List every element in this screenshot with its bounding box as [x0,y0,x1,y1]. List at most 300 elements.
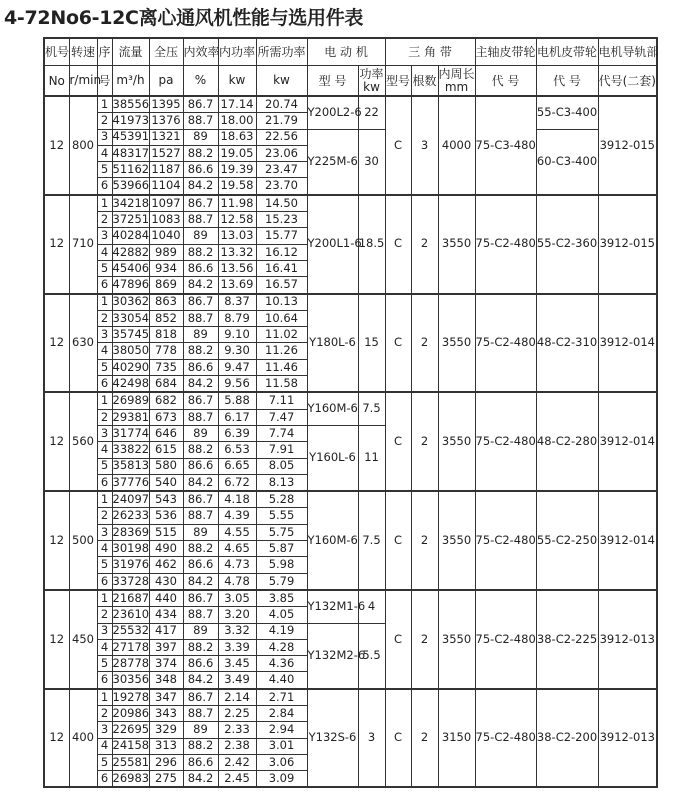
page-title: 4-72No6-12C离心通风机性能与选用件表 [4,7,364,29]
efficiency-cell: 86.6 [183,162,218,178]
required-power-cell: 16.41 [256,260,307,276]
flow-cell: 30198 [112,540,150,555]
machine-no-cell: 12 [44,294,69,393]
seq-cell: 3 [97,129,112,145]
flow-cell: 34218 [112,195,150,210]
efficiency-cell: 88.7 [183,212,218,228]
pressure-cell: 490 [149,541,183,557]
table-row [44,96,657,113]
required-power-cell: 23.06 [256,145,307,161]
main-pulley-cell: 75-C2-480 [475,392,536,491]
speed-cell: 500 [69,491,97,590]
pressure-cell: 989 [149,244,183,260]
required-power-cell: 15.77 [256,228,307,244]
motor-pulley-cell: 55-C2-360 [536,195,598,294]
flow-cell: 26233 [112,508,150,523]
internal-power-cell: 9.56 [218,376,256,393]
required-power-cell: 4.19 [256,623,307,639]
seq-cell: 1 [97,590,112,607]
internal-power-cell: 2.45 [218,771,256,788]
seq-cell: 5 [97,162,112,178]
seq-cell: 3 [97,425,112,441]
seq-cell: 2 [97,409,112,425]
efficiency-cell: 86.7 [183,96,218,113]
speed-cell: 560 [69,392,97,491]
internal-power-cell: 19.58 [218,178,256,195]
header-motor-pulley-code: 代 号 [536,66,598,97]
pressure-cell: 735 [149,359,183,375]
pressure-cell: 1040 [149,228,183,244]
pressure-cell: 397 [149,639,183,655]
seq-cell: 4 [97,442,112,458]
motor-model-cell: Y132M1-6 [307,590,358,623]
header-required-power: 所需功率 [256,38,307,66]
motor-model-cell: Y225M-6 [307,129,358,195]
seq-cell: 5 [97,359,112,375]
table-row [44,590,657,607]
flow-cell: 29381 [112,409,150,424]
header-rail-code: 代号(二套) [598,66,657,97]
seq-cell: 4 [97,244,112,260]
required-power-cell: 4.28 [256,639,307,655]
internal-power-cell: 13.56 [218,260,256,276]
internal-power-cell: 2.25 [218,705,256,721]
flow-cell: 42882 [112,244,150,259]
belt-type-cell: C [385,491,411,590]
table-row [44,129,657,145]
efficiency-cell: 88.7 [183,113,218,129]
motor-pulley-cell: 55-C3-400 [536,96,598,129]
efficiency-cell: 86.6 [183,359,218,375]
seq-cell: 2 [97,212,112,228]
internal-power-cell: 13.69 [218,277,256,294]
seq-cell: 4 [97,343,112,359]
internal-power-cell: 3.32 [218,623,256,639]
machine-no-cell: 12 [44,491,69,590]
seq-cell: 5 [97,754,112,770]
header-flow: 流量 [112,38,149,66]
internal-power-cell: 17.14 [218,96,256,113]
internal-power-cell: 2.14 [218,689,256,706]
required-power-cell: 3.85 [256,590,307,607]
pressure-cell: 852 [149,310,183,326]
header-motor-model: 型 号 [307,66,358,97]
efficiency-cell: 84.2 [183,474,218,491]
motor-power-cell: 4 [358,590,385,623]
machine-no-cell: 12 [44,195,69,294]
internal-power-cell: 4.39 [218,508,256,524]
flow-cell: 35745 [112,327,150,342]
seq-cell: 3 [97,623,112,639]
internal-power-cell: 12.58 [218,212,256,228]
table-row [44,689,657,706]
efficiency-cell: 86.7 [183,294,218,311]
belt-length-cell: 3550 [438,294,475,393]
efficiency-cell: 89 [183,623,218,639]
pressure-cell: 1097 [149,195,183,212]
internal-power-cell: 9.47 [218,359,256,375]
required-power-cell: 4.36 [256,656,307,672]
motor-power-cell: 7.5 [358,491,385,590]
header-row-2 [44,66,657,97]
speed-cell: 710 [69,195,97,294]
seq-cell: 2 [97,705,112,721]
seq-cell: 3 [97,327,112,343]
efficiency-cell: 86.6 [183,458,218,474]
flow-cell: 47896 [112,277,149,294]
seq-cell: 1 [97,96,112,113]
header-motor: 电 动 机 [307,38,385,66]
motor-power-cell: 11 [358,425,385,491]
efficiency-cell: 89 [183,524,218,540]
efficiency-cell: 88.2 [183,244,218,260]
flow-cell: 40284 [112,228,150,243]
seq-cell: 4 [97,639,112,655]
belt-count-cell: 2 [411,392,438,491]
motor-pulley-cell: 48-C2-280 [536,392,598,491]
internal-power-cell: 13.32 [218,244,256,260]
efficiency-cell: 88.7 [183,705,218,721]
speed-cell: 630 [69,294,97,393]
efficiency-cell: 88.7 [183,607,218,623]
pressure-cell: 348 [149,672,183,689]
internal-power-cell: 9.10 [218,327,256,343]
internal-power-cell: 13.03 [218,228,256,244]
motor-rail-cell: 3912-013 [598,590,657,689]
efficiency-cell: 84.2 [183,178,218,195]
speed-cell: 800 [69,96,97,195]
table-row [44,195,657,212]
header-seq-2: 号 [97,66,112,97]
seq-cell: 1 [97,195,112,212]
internal-power-cell: 3.20 [218,607,256,623]
motor-rail-cell: 3912-014 [598,392,657,491]
main-pulley-cell: 75-C2-480 [475,590,536,689]
pressure-cell: 1321 [149,129,183,145]
internal-power-cell: 2.38 [218,738,256,754]
motor-pulley-cell: 38-C2-225 [536,590,598,689]
required-power-cell: 15.23 [256,212,307,228]
seq-cell: 6 [97,474,112,491]
header-machine-no-unit: No [44,66,69,97]
flow-cell: 33728 [112,573,149,590]
motor-rail-cell: 3912-013 [598,689,657,788]
header-machine-no: 机号 [44,38,69,66]
seq-cell: 6 [97,771,112,788]
internal-power-cell: 11.98 [218,195,256,212]
header-main-pulley-code: 代 号 [475,66,536,97]
internal-power-cell: 3.39 [218,639,256,655]
flow-cell: 26989 [112,393,150,408]
efficiency-cell: 89 [183,228,218,244]
seq-cell: 3 [97,722,112,738]
required-power-cell: 21.79 [256,113,307,129]
efficiency-cell: 86.7 [183,689,218,706]
pressure-cell: 540 [149,474,183,491]
pressure-cell: 682 [149,392,183,409]
internal-power-cell: 8.37 [218,294,256,311]
motor-rail-cell: 3912-014 [598,294,657,393]
table-row [44,392,657,409]
main-pulley-cell: 75-C2-480 [475,294,536,393]
required-power-cell: 10.13 [256,294,307,311]
seq-cell: 5 [97,458,112,474]
internal-power-cell: 6.65 [218,458,256,474]
internal-power-cell: 18.63 [218,129,256,145]
required-power-cell: 11.46 [256,359,307,375]
efficiency-cell: 88.2 [183,343,218,359]
main-pulley-cell: 75-C2-480 [475,689,536,788]
internal-power-cell: 19.39 [218,162,256,178]
pressure-cell: 374 [149,656,183,672]
internal-power-cell: 6.53 [218,442,256,458]
efficiency-cell: 86.6 [183,557,218,573]
flow-cell: 51162 [112,162,150,177]
required-power-cell: 8.05 [256,458,307,474]
header-belt-type: 型号 [385,66,411,97]
seq-cell: 6 [97,178,112,195]
pressure-cell: 1527 [149,145,183,161]
belt-count-cell: 2 [411,195,438,294]
belt-type-cell: C [385,590,411,689]
pressure-cell: 430 [149,573,183,590]
required-power-cell: 2.84 [256,705,307,721]
internal-power-cell: 9.30 [218,343,256,359]
pressure-cell: 313 [149,738,183,754]
pressure-cell: 684 [149,376,183,393]
header-internal-power-unit: kw [218,66,256,97]
motor-power-cell: 15 [358,294,385,393]
internal-power-cell: 6.17 [218,409,256,425]
internal-power-cell: 4.18 [218,491,256,508]
internal-power-cell: 6.72 [218,474,256,491]
efficiency-cell: 86.7 [183,491,218,508]
pressure-cell: 673 [149,409,183,425]
efficiency-cell: 86.6 [183,260,218,276]
required-power-cell: 11.26 [256,343,307,359]
required-power-cell: 7.74 [256,425,307,441]
motor-power-cell: 5.5 [358,623,385,689]
flow-cell: 24097 [112,492,150,507]
required-power-cell: 22.56 [256,129,307,145]
speed-cell: 450 [69,590,97,689]
header-main-pulley: 主轴皮带轮 [475,38,536,66]
header-speed-unit: r/min [69,66,97,97]
pressure-cell: 543 [149,491,183,508]
header-pressure-unit: pa [149,66,183,97]
pressure-cell: 818 [149,327,183,343]
internal-power-cell: 2.33 [218,722,256,738]
pressure-cell: 869 [149,277,183,294]
efficiency-cell: 86.7 [183,195,218,212]
motor-rail-cell: 3912-015 [598,96,657,195]
internal-power-cell: 3.05 [218,590,256,607]
internal-power-cell: 5.88 [218,392,256,409]
flow-cell: 24158 [112,738,150,753]
pressure-cell: 434 [149,607,183,623]
seq-cell: 4 [97,738,112,754]
required-power-cell: 20.74 [256,96,307,113]
flow-cell: 40290 [112,359,150,374]
pressure-cell: 778 [149,343,183,359]
motor-power-cell: 18.5 [358,195,385,294]
seq-cell: 3 [97,524,112,540]
flow-cell: 27178 [112,639,150,654]
belt-type-cell: C [385,294,411,393]
flow-cell: 35813 [112,458,150,473]
motor-power-cell: 3 [358,689,385,788]
seq-cell: 6 [97,573,112,590]
header-vbelt: 三 角 带 [385,38,475,66]
flow-cell: 45406 [112,260,150,275]
pressure-cell: 615 [149,442,183,458]
efficiency-cell: 89 [183,327,218,343]
motor-pulley-cell: 55-C2-250 [536,491,598,590]
pressure-cell: 440 [149,590,183,607]
flow-cell: 28778 [112,655,150,670]
internal-power-cell: 3.49 [218,672,256,689]
header-motor-rail: 电机导轨部 [598,38,657,66]
header-row-1 [44,38,657,66]
belt-length-cell: 4000 [438,96,475,195]
efficiency-cell: 88.2 [183,442,218,458]
efficiency-cell: 84.2 [183,771,218,788]
header-speed: 转速 [69,38,97,66]
internal-power-cell: 4.65 [218,541,256,557]
flow-cell: 31774 [112,425,150,440]
seq-cell: 3 [97,228,112,244]
pressure-cell: 646 [149,425,183,441]
required-power-cell: 4.40 [256,672,307,689]
required-power-cell: 7.91 [256,442,307,458]
belt-type-cell: C [385,96,411,195]
header-pressure: 全压 [149,38,183,66]
efficiency-cell: 86.7 [183,392,218,409]
pressure-cell: 1187 [149,162,183,178]
efficiency-cell: 88.2 [183,541,218,557]
efficiency-cell: 86.6 [183,656,218,672]
internal-power-cell: 3.45 [218,656,256,672]
header-efficiency: 内效率 [183,38,218,66]
flow-cell: 25532 [112,623,150,638]
motor-power-cell: 30 [358,129,385,195]
seq-cell: 1 [97,491,112,508]
belt-count-cell: 3 [411,96,438,195]
motor-model-cell: Y200L2-6 [307,96,358,129]
header-flow-unit: m³/h [112,66,149,97]
motor-pulley-cell: 38-C2-200 [536,689,598,788]
required-power-cell: 5.75 [256,524,307,540]
pressure-cell: 580 [149,458,183,474]
efficiency-cell: 84.2 [183,376,218,393]
belt-type-cell: C [385,392,411,491]
pressure-cell: 863 [149,294,183,311]
belt-length-cell: 3550 [438,392,475,491]
header-seq: 序 [97,38,112,66]
flow-cell: 30362 [112,294,150,309]
efficiency-cell: 84.2 [183,672,218,689]
seq-cell: 6 [97,672,112,689]
required-power-cell: 5.79 [256,573,307,590]
internal-power-cell: 6.39 [218,425,256,441]
seq-cell: 2 [97,310,112,326]
motor-rail-cell: 3912-014 [598,491,657,590]
seq-cell: 1 [97,392,112,409]
belt-count-cell: 2 [411,491,438,590]
required-power-cell: 11.02 [256,327,307,343]
pressure-cell: 347 [149,689,183,706]
seq-cell: 1 [97,294,112,311]
belt-type-cell: C [385,689,411,788]
flow-cell: 37776 [112,474,149,491]
internal-power-cell: 4.73 [218,557,256,573]
efficiency-cell: 84.2 [183,277,218,294]
seq-cell: 5 [97,260,112,276]
pressure-cell: 1376 [149,113,183,129]
flow-cell: 22695 [112,722,150,737]
belt-count-cell: 2 [411,590,438,689]
pressure-cell: 515 [149,524,183,540]
header-motor-pulley: 电机皮带轮 [536,38,598,66]
efficiency-cell: 89 [183,129,218,145]
motor-model-cell: Y160L-6 [307,425,358,491]
seq-cell: 1 [97,689,112,706]
pressure-cell: 1395 [149,96,183,113]
flow-cell: 19278 [112,689,150,704]
required-power-cell: 11.58 [256,376,307,393]
flow-cell: 53966 [112,178,149,195]
required-power-cell: 16.57 [256,277,307,294]
header-motor-power: 功率 kw [358,66,385,97]
internal-power-cell: 4.78 [218,573,256,590]
efficiency-cell: 88.7 [183,508,218,524]
seq-cell: 5 [97,557,112,573]
flow-cell: 45391 [112,129,150,144]
efficiency-cell: 88.2 [183,145,218,161]
belt-type-cell: C [385,195,411,294]
efficiency-cell: 88.7 [183,409,218,425]
table-row [44,294,657,311]
required-power-cell: 8.13 [256,474,307,491]
seq-cell: 2 [97,607,112,623]
belt-length-cell: 3550 [438,491,475,590]
pressure-cell: 329 [149,722,183,738]
belt-count-cell: 2 [411,294,438,393]
machine-no-cell: 12 [44,392,69,491]
seq-cell: 6 [97,277,112,294]
speed-cell: 400 [69,689,97,788]
internal-power-cell: 19.05 [218,145,256,161]
fan-selection-table [43,37,658,788]
table-row [44,491,657,508]
belt-count-cell: 2 [411,689,438,788]
pressure-cell: 275 [149,771,183,788]
required-power-cell: 5.28 [256,491,307,508]
motor-model-cell: Y132M2-6 [307,623,358,689]
motor-model-cell: Y132S-6 [307,689,358,788]
main-pulley-cell: 75-C2-480 [475,491,536,590]
flow-cell: 33822 [112,442,150,457]
required-power-cell: 23.70 [256,178,307,195]
required-power-cell: 5.98 [256,557,307,573]
seq-cell: 6 [97,376,112,393]
efficiency-cell: 86.7 [183,590,218,607]
header-belt-length: 内周长 mm [438,66,475,97]
motor-pulley-cell: 60-C3-400 [536,129,598,195]
required-power-cell: 4.05 [256,607,307,623]
required-power-cell: 5.55 [256,508,307,524]
flow-cell: 33054 [112,310,150,325]
